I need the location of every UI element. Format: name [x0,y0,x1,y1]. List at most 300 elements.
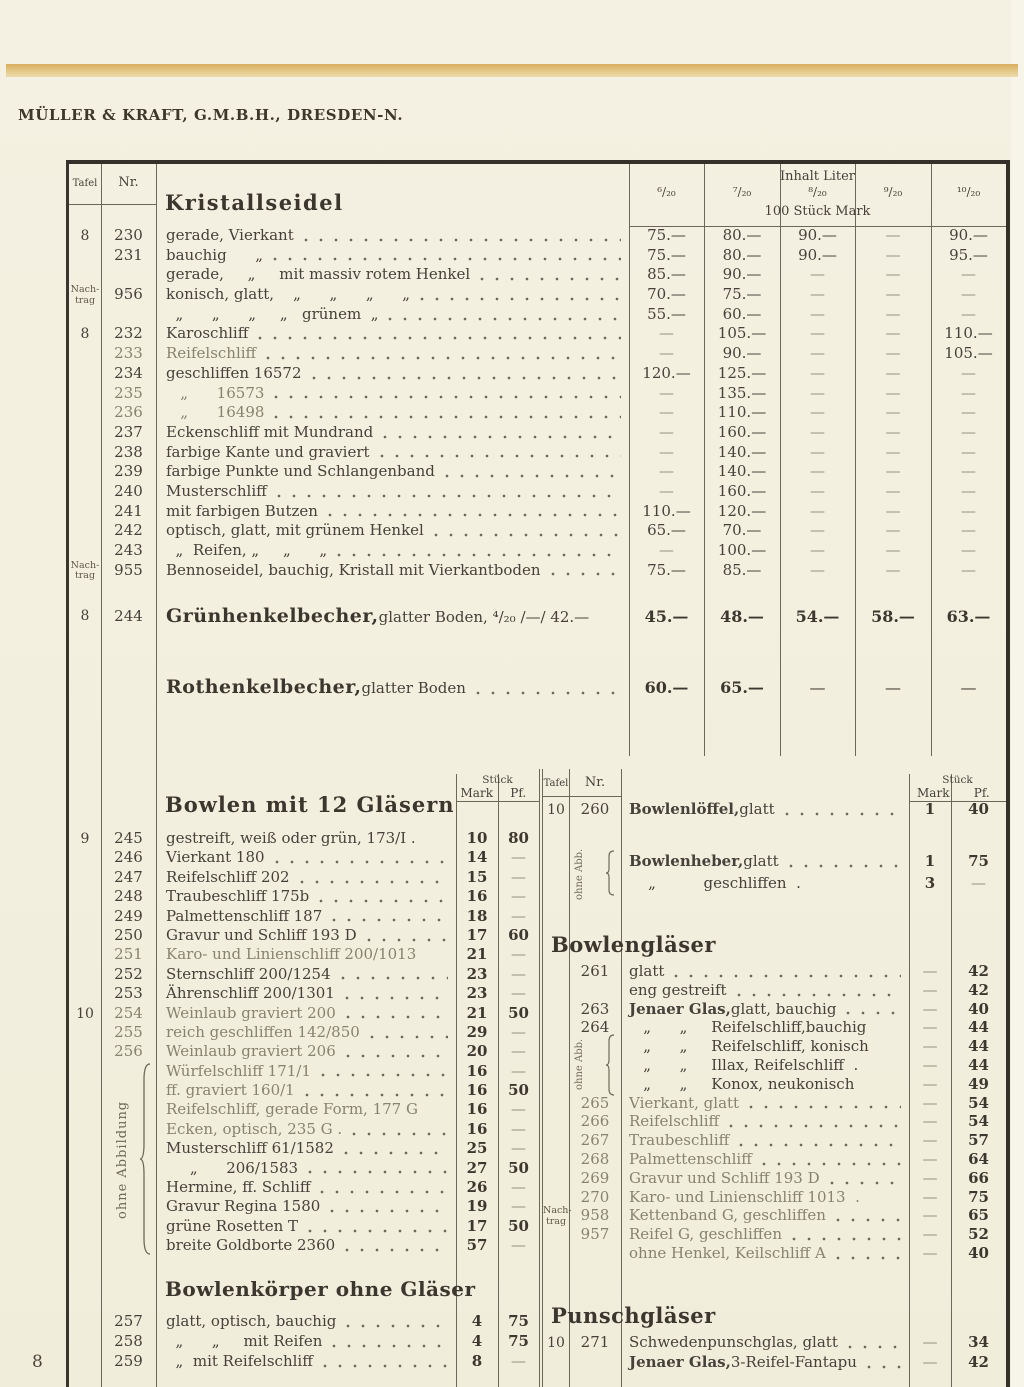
desc-cell [621,1244,909,1263]
dot-leader [341,976,448,980]
table-row [543,1169,1006,1188]
dot-leader [383,435,621,439]
table-row [543,1112,1006,1131]
nr-cell: 233 [114,344,143,363]
desc-cell [156,1023,456,1042]
desc-cell [621,962,909,981]
desc-text: Musterschliff [166,481,267,500]
value-cell: — [922,1074,938,1093]
desc-cell [156,1120,456,1139]
dot-leader [445,474,621,478]
dot-leader [274,395,621,399]
value-cell: — [961,383,976,402]
value-cell: 25 [466,1139,488,1158]
value-cell: 90.— [798,226,837,244]
dot-leader [346,1324,448,1328]
value-cell: — [659,462,674,481]
desc-cell [156,605,629,627]
desc-cell [156,364,629,383]
desc-text: Karo- und Linienschliff 1013 . [629,1187,860,1206]
desc-text: „ „ Reifelschliff, konisch [629,1037,869,1056]
nr-cell: 259 [114,1352,143,1370]
value-cell: 16 [466,1119,488,1138]
value-cell: — [659,403,674,422]
value-cell: — [511,1178,526,1197]
table-row [69,829,539,848]
bowlenkoerper-rows [69,1312,539,1372]
nr-cell: 241 [114,501,143,520]
tafel-cell: 8 [80,608,90,624]
value-cell: 8 [471,1352,483,1370]
value-cell: — [961,541,976,559]
value-cell: 110.— [717,403,767,422]
dot-leader [277,494,621,498]
table-rule [69,204,156,205]
nr-cell: 238 [114,442,143,461]
table-row [543,962,1006,981]
value-cell: — [922,1112,938,1131]
section-title: Punschgläser [551,1303,716,1329]
nr-cell: 956 [114,285,143,304]
value-cell: — [961,462,976,481]
value-cell: 50 [508,1158,529,1177]
desc-text: „ „ Konox, neukonisch [629,1074,855,1093]
desc-cell [156,945,456,964]
desc-cell [156,965,456,984]
desc-text: Karoschliff [166,324,249,343]
value-cell: 58.— [871,606,915,626]
value-cell: 135.— [717,383,767,402]
desc-text: Ecken, optisch, 235 G . [166,1119,343,1138]
desc-text: Bennoseidel, bauchig, Kristall mit Vierkantboden [166,560,541,579]
desc-cell [156,541,629,560]
value-cell: 160.— [717,481,767,500]
nr-cell: 271 [580,1332,610,1351]
value-cell: — [922,1093,938,1112]
desc-text: konisch, glatt, „ „ „ „ [166,285,411,304]
desc-cell [156,305,629,324]
desc-text: bauchig „ [166,245,264,264]
desc-cell [621,1056,909,1075]
value-cell: — [659,383,674,402]
dot-leader [346,1015,448,1019]
desc-text: „ geschliffen . [629,874,801,892]
desc-text: „ 16498 [166,403,265,422]
desc-cell [621,1150,909,1169]
liter-fraction: ⁷/₂₀ [732,185,752,199]
desc-cell [156,443,629,462]
table-row [69,384,1006,404]
dot-leader [300,880,448,884]
value-cell: 17 [466,1216,488,1235]
desc-text: Vierkant, glatt [629,1093,740,1112]
value-cell: — [922,1206,938,1225]
value-cell: — [922,1168,938,1187]
table-row [69,502,1006,522]
desc-cell [156,403,629,422]
value-cell: — [810,363,825,382]
nr-cell: 261 [580,962,610,980]
desc-cell [621,1094,909,1113]
value-cell: 75.— [722,285,762,304]
table-row [69,324,1006,344]
ohne-abbildung-label: ohne Abbildung [115,1100,130,1220]
section-title-bowlen: Bowlen mit 12 Gläsern [165,792,455,817]
desc-text: glatt, optisch, bauchig [166,1312,337,1330]
value-cell: — [885,245,901,264]
desc-text: glatter Boden [361,679,466,697]
value-cell: 50 [508,1003,529,1022]
value-cell: 60.— [722,304,762,323]
desc-text: Traubeschliff [629,1131,730,1150]
kristallseidel-rows [69,226,1006,580]
desc-text: Reifelschliff, gerade Form, 177 G [166,1100,418,1119]
nr-cell: 239 [114,462,143,481]
table-row [69,521,1006,541]
nr-cell: 244 [114,607,143,625]
value-cell: 50 [508,1081,529,1100]
dot-leader [551,572,621,576]
desc-text: glatt [629,962,665,980]
value-cell: 1 [924,800,936,818]
desc-cell [621,1018,909,1037]
tafel-cell: 8 [80,326,90,343]
dot-leader [323,1364,448,1368]
desc-cell [156,246,629,265]
value-cell: 110.— [944,324,993,343]
product-name: Jenaer Glas, [629,1352,731,1371]
stueck-mark-header: 100 Stück Mark [764,204,871,219]
table-row [69,305,1006,325]
value-cell: — [810,481,825,500]
value-cell: 120.— [642,363,691,382]
value-cell: — [810,541,825,559]
nr-column-header: Nr. [118,175,139,190]
desc-text: glatt, bauchig [730,999,837,1018]
desc-text: „ 206/1583 [166,1158,299,1177]
value-cell: — [961,304,976,323]
desc-text: Karo- und Linienschliff 200/1013 [166,945,417,964]
stueck-label: Stück [942,774,973,786]
stueck-label: Stück [482,774,513,786]
table-row [69,965,539,984]
value-cell: 85.— [722,560,762,579]
desc-cell [621,1000,909,1019]
desc-text: Gravur und Schliff 193 D [166,925,357,944]
value-cell: 54.— [795,606,840,626]
dot-leader [674,974,901,978]
value-cell: 3 [924,874,936,892]
value-cell: — [511,945,526,964]
table-row [69,1312,539,1332]
value-cell: 21 [466,945,488,964]
value-cell: — [659,324,674,343]
nr-cell: 245 [114,829,143,847]
pf-label: Pf. [973,786,990,800]
value-cell: 16 [466,1081,488,1100]
value-cell: — [885,265,901,284]
value-cell: 44 [968,1055,989,1074]
table-row [69,462,1006,482]
desc-text: farbige Kante und graviert [166,442,370,461]
value-cell: 42 [968,1352,989,1371]
value-cell: 20 [466,1042,488,1061]
dot-leader [332,1344,448,1348]
value-cell: 10 [466,829,488,847]
dot-leader [305,1093,448,1097]
dot-leader [836,1256,901,1260]
desc-text: glatt [739,800,775,818]
dot-leader [266,356,621,360]
nr-cell: 958 [580,1206,610,1225]
desc-cell [156,482,629,501]
table-row [69,868,539,887]
desc-cell [156,324,629,343]
desc-text: Gravur und Schliff 193 D [629,1168,820,1187]
table-row [543,1206,1006,1225]
value-cell: 44 [968,1018,989,1037]
value-cell: 54 [968,1093,989,1112]
value-cell: — [922,1352,938,1371]
dot-leader [330,1209,448,1213]
value-cell: — [961,521,976,540]
table-row [69,1352,539,1372]
product-name: Rothenkelbecher, [166,676,362,698]
nr-cell: 257 [114,1312,143,1330]
page-number: 8 [32,1352,43,1372]
dot-leader [792,1237,901,1241]
desc-cell [156,1178,456,1197]
table-row [69,265,1006,285]
dot-leader [320,1190,448,1194]
value-cell: — [511,1197,526,1216]
dot-leader [789,864,901,868]
desc-text: Gravur Regina 1580 [166,1197,321,1216]
value-cell: 90.— [722,344,762,363]
value-cell: 57 [968,1131,989,1150]
liter-fraction: ¹⁰/₂₀ [956,185,981,199]
table-row [543,1353,1006,1373]
nr-cell: 263 [580,999,610,1018]
desc-text: ff. graviert 160/1 [166,1081,295,1100]
table-row [543,1225,1006,1244]
desc-cell [621,1188,909,1207]
desc-cell [156,423,629,442]
table-row [69,541,1006,561]
nr-cell: 267 [580,1131,610,1150]
nr-cell: 243 [114,541,143,559]
table-row [69,926,539,945]
nr-cell: 251 [114,945,143,964]
dot-leader [739,1143,901,1147]
value-cell: — [810,442,825,461]
desc-cell [621,981,909,1000]
value-cell: — [810,265,825,284]
desc-text: Eckenschliff mit Mundrand [166,422,374,441]
value-cell: — [961,481,976,500]
table-row [69,1023,539,1042]
table-row [543,800,1006,826]
desc-text: „ „ Illax, Reifelschliff . [629,1055,859,1074]
value-cell: — [885,462,901,481]
dot-leader [388,317,621,321]
desc-text: „ „ mit Reifen [166,1332,323,1350]
dot-leader [328,513,621,517]
value-cell: — [511,1022,526,1041]
value-cell: — [511,848,526,867]
value-cell: 65.— [720,677,764,697]
group-brace [139,1062,152,1256]
table-row [69,285,1006,305]
nr-cell: 260 [580,800,610,818]
dot-leader [274,415,621,419]
nr-cell: 242 [114,521,143,540]
product-name: Grünhenkelbecher, [166,605,379,627]
nr-cell: 256 [114,1042,143,1061]
spacer [543,894,1006,926]
value-cell: 110.— [642,501,691,520]
dot-leader [258,336,621,340]
spacer [543,1263,1006,1299]
dot-leader [737,993,901,997]
desc-text: „ „ „ „ grünem „ [166,304,379,323]
desc-text: grüne Rosetten T [166,1216,299,1235]
value-cell: 42 [968,962,989,980]
value-cell: — [922,962,938,980]
price-table [66,160,1010,1387]
value-cell: — [922,1018,938,1037]
value-cell: 75 [968,852,989,870]
value-cell: — [922,1131,938,1150]
nr-column-header-right: Nr. [584,775,606,790]
value-cell: 48.— [720,606,764,626]
value-cell: 34 [968,1332,989,1351]
dot-leader [367,938,448,942]
dot-leader [321,1073,448,1077]
value-cell: 54 [968,1112,989,1131]
desc-cell [156,907,456,926]
table-row [543,1094,1006,1113]
dot-leader [836,1218,901,1222]
value-cell: 42 [968,980,989,999]
value-cell: — [511,887,526,906]
value-cell: — [810,501,825,520]
desc-text: „ mit Reifelschliff [166,1352,313,1370]
value-cell: 17 [466,925,488,944]
page-edge [1011,0,1024,1387]
desc-cell [156,502,629,521]
value-cell: 100.— [717,541,767,559]
value-cell: — [810,560,825,579]
desc-cell [621,1037,909,1056]
dot-leader [332,918,448,922]
desc-cell [156,521,629,540]
value-cell: — [885,521,901,540]
value-cell: 18 [466,906,488,925]
value-cell: — [961,560,976,579]
desc-cell [156,984,456,1003]
stueck-header-right [909,774,1006,802]
table-row [69,945,539,964]
table-row [69,984,539,1003]
table-rule [543,796,621,797]
value-cell: 105.— [944,344,993,363]
desc-text: geschliffen 16572 [166,363,302,382]
table-row [69,848,539,867]
desc-text: optisch, glatt, mit grünem Henkel [166,521,424,540]
value-cell: — [659,481,674,500]
tafel-cell: 8 [80,228,90,244]
mark-label: Mark [460,786,493,800]
value-cell: 90.— [798,245,837,264]
value-cell: — [885,344,901,363]
value-cell: 52 [968,1225,989,1244]
table-row [69,344,1006,364]
value-cell: 75 [968,1187,989,1206]
nr-cell: 230 [114,226,143,244]
value-cell: — [961,442,976,461]
desc-text: reich geschliffen 142/850 [166,1022,360,1041]
gold-band [6,64,1018,77]
tafel-cell: 10 [547,1334,565,1351]
desc-text: „ Reifen, „ „ „ [166,541,328,559]
table-row [69,246,1006,266]
value-cell: 21 [466,1003,488,1022]
value-cell: 57 [466,1236,488,1255]
value-cell: 65.— [647,521,686,540]
dot-leader [345,996,448,1000]
rothenkelbecher-row [69,670,1006,704]
table-row [69,403,1006,423]
value-cell: 95.— [949,245,988,264]
dot-leader [345,1248,448,1252]
value-cell: — [885,481,901,500]
desc-cell [156,265,629,284]
nr-cell: 247 [114,867,143,886]
dot-leader [420,297,621,301]
value-cell: — [922,980,938,999]
value-cell: — [511,1042,526,1061]
value-cell: — [810,521,825,540]
desc-cell [621,1169,909,1188]
value-cell: 26 [466,1178,488,1197]
nr-cell: 258 [114,1332,143,1350]
desc-cell [156,1139,456,1158]
value-cell: 14 [466,848,488,867]
stueck-header-left [456,774,539,802]
value-cell: 90.— [722,265,762,284]
value-cell: — [961,265,976,284]
value-cell: — [659,442,674,461]
desc-cell [156,285,629,304]
desc-cell [621,800,909,819]
nr-cell: 266 [580,1112,610,1131]
nr-cell: 255 [114,1022,143,1041]
value-cell: 23 [466,964,488,983]
desc-cell [156,1236,456,1255]
dot-leader [867,1365,901,1369]
dot-leader [370,1035,448,1039]
pf-label: Pf. [510,786,527,800]
spacer [543,826,1006,852]
value-cell: 45.— [644,606,689,626]
tafel-cell: 10 [76,1005,94,1022]
tafel-column-header: Tafel [72,178,98,189]
value-cell: 40 [968,999,989,1018]
nr-cell: 253 [114,984,143,1003]
value-cell: 4 [471,1312,483,1330]
desc-cell [621,1206,909,1225]
